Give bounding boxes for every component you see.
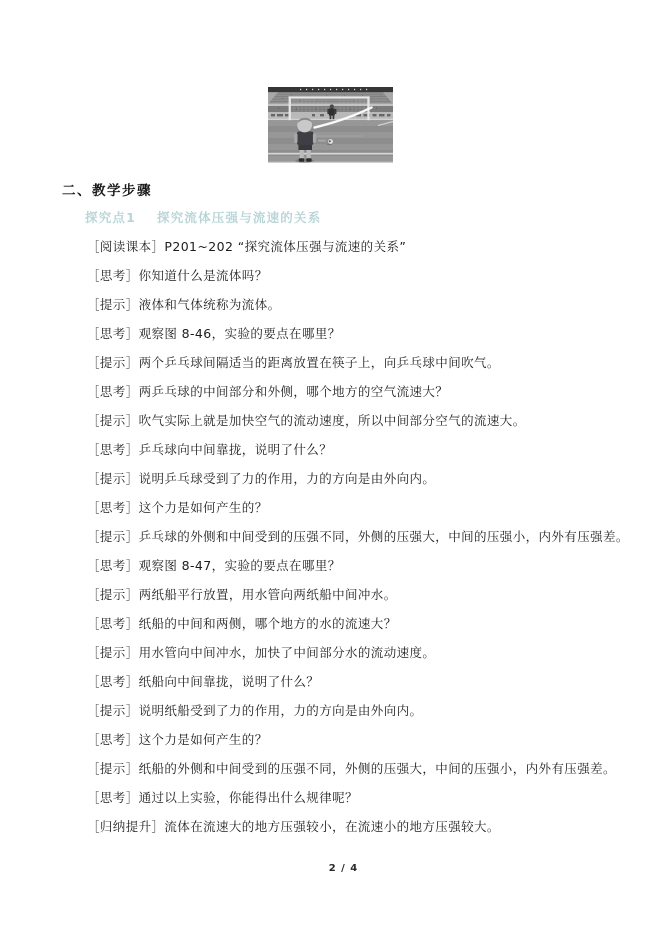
lesson-line: ［思考］观察图 8-47，实验的要点在哪里？ xyxy=(87,558,341,573)
lesson-line: ［阅读课本］P201~202 “探究流体压强与流速的关系” xyxy=(87,239,407,254)
lesson-line: ［提示］两纸船平行放置，用水管向两纸船中间冲水。 xyxy=(87,587,397,602)
lesson-line: ［提示］纸船的外侧和中间受到的压强不同，外侧的压强大，中间的压强小，内外有压强差。 xyxy=(87,761,616,776)
lesson-line: ［思考］你知道什么是流体吗？ xyxy=(87,268,268,283)
lesson-line: ［提示］两个乒乓球间隔适当的距离放置在筷子上，向乒乓球中间吹气。 xyxy=(87,355,500,370)
lesson-line: ［思考］纸船向中间靠拢，说明了什么？ xyxy=(87,674,320,689)
lesson-line: ［提示］用水管向中间冲水，加快了中间部分水的流动速度。 xyxy=(87,645,436,660)
lesson-line: ［思考］乒乓球向中间靠拢，说明了什么？ xyxy=(87,442,333,457)
page-number-indicator: 2 / 4 xyxy=(328,863,359,874)
lesson-line: ［思考］这个力是如何产生的？ xyxy=(87,732,268,747)
lesson-body xyxy=(87,232,653,841)
lesson-line: ［思考］观察图 8-46，实验的要点在哪里？ xyxy=(87,326,341,341)
lesson-line: ［提示］乒乓球的外侧和中间受到的压强不同，外侧的压强大，中间的压强小，内外有压强差。 xyxy=(87,529,629,544)
soccer-freekick-figure[interactable] xyxy=(268,87,393,163)
section-heading: 二、教学步骤 xyxy=(62,183,152,199)
explore-point-label: 探究点1 xyxy=(85,210,136,225)
lesson-line: ［提示］吹气实际上就是加快空气的流动速度，所以中间部分空气的流速大。 xyxy=(87,413,526,428)
explore-point-title: 探究流体压强与流速的关系 xyxy=(157,210,322,225)
lesson-line: ［思考］这个力是如何产生的？ xyxy=(87,500,268,515)
lesson-line: ［思考］纸船的中间和两侧，哪个地方的水的流速大？ xyxy=(87,616,397,631)
lesson-line: ［归纳提升］流体在流速大的地方压强较小，在流速小的地方压强较大。 xyxy=(87,819,500,834)
lesson-line: ［思考］两乒乓球的中间部分和外侧，哪个地方的空气流速大？ xyxy=(87,384,449,399)
lesson-line: ［提示］液体和气体统称为流体。 xyxy=(87,297,281,312)
lesson-line: ［提示］说明乒乓球受到了力的作用，力的方向是由外向内。 xyxy=(87,471,436,486)
lesson-line: ［提示］说明纸船受到了力的作用，力的方向是由外向内。 xyxy=(87,703,423,718)
lesson-line: ［思考］通过以上实验，你能得出什么规律呢？ xyxy=(87,790,358,805)
soccer-freekick-illustration xyxy=(268,87,393,163)
explore-point-heading xyxy=(85,208,321,226)
